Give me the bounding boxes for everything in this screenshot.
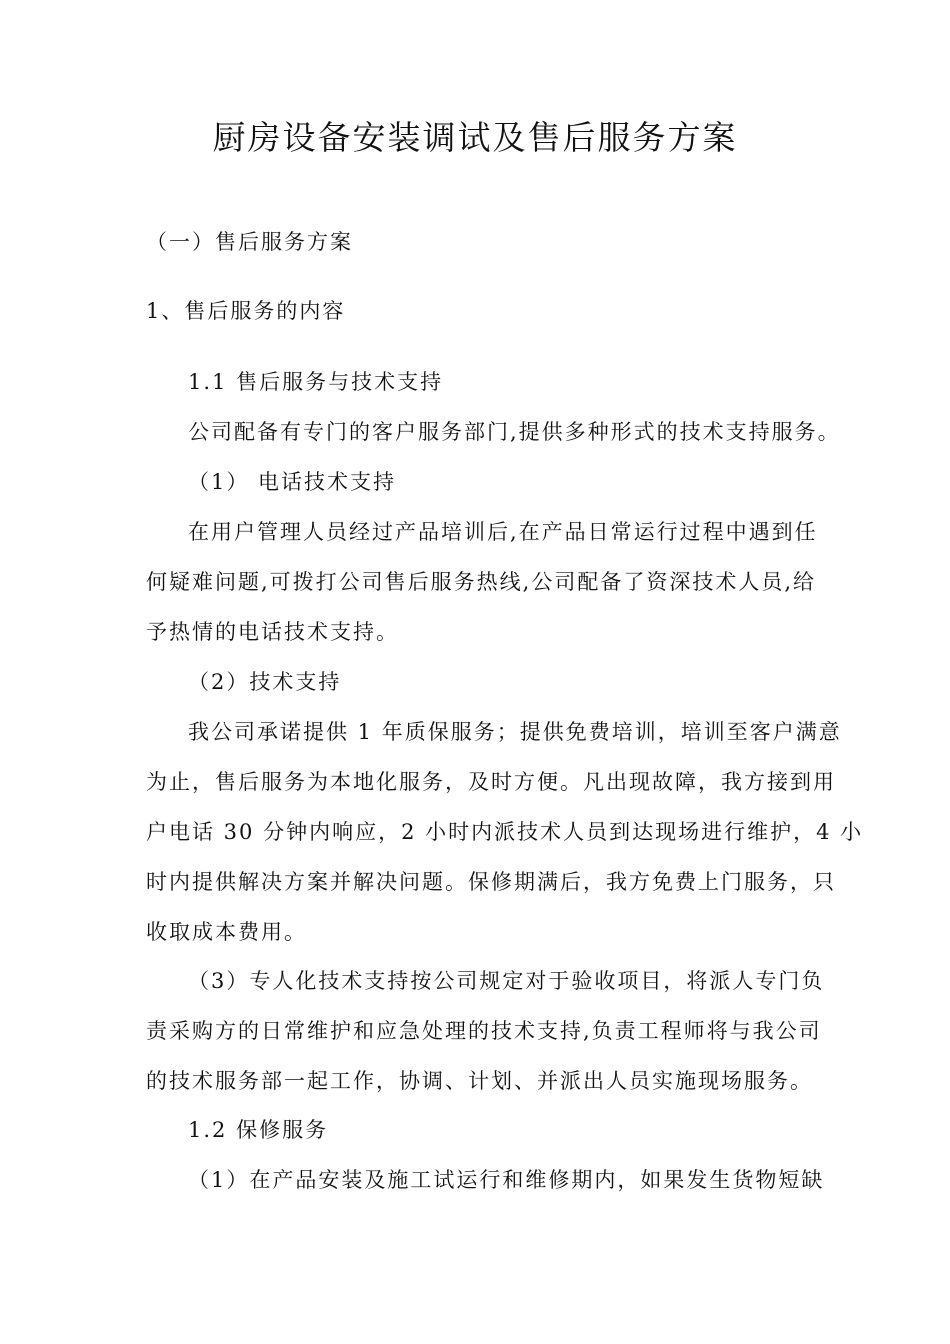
paragraph-line: （1）在产品安装及施工试运行和维修期内，如果发生货物短缺 bbox=[188, 1168, 825, 1192]
paragraph-line: （3）专人化技术支持按公司规定对于验收项目，将派人专门负 bbox=[188, 969, 825, 993]
item-heading-tech-support: （2）技术支持 bbox=[188, 670, 342, 694]
paragraph-line: 予热情的电话技术支持。 bbox=[146, 620, 399, 644]
paragraph-line: 户电话 30 分钟内响应，2 小时内派技术人员到达现场进行维护，4 小 bbox=[146, 820, 864, 844]
document-title: 厨房设备安装调试及售后服务方案 bbox=[212, 118, 738, 157]
paragraph-line: 责采购方的日常维护和应急处理的技术支持,负责工程师将与我公司 bbox=[146, 1019, 822, 1043]
heading-after-sales-content: 1、售后服务的内容 bbox=[146, 299, 346, 323]
item-heading-phone-support: （1） 电话技术支持 bbox=[188, 470, 397, 494]
paragraph-line: 时内提供解决方案并解决问题。保修期满后，我方免费上门服务，只 bbox=[146, 870, 836, 894]
section-heading-after-sales-plan: （一）售后服务方案 bbox=[146, 230, 353, 254]
paragraph-line: 收取成本费用。 bbox=[146, 920, 307, 944]
paragraph-line: 何疑难问题,可拨打公司售后服务热线,公司配备了资深技术人员,给 bbox=[146, 570, 817, 594]
paragraph-line: 的技术服务部一起工作，协调、计划、并派出人员实施现场服务。 bbox=[146, 1069, 813, 1093]
paragraph-line: 为止，售后服务为本地化服务，及时方便。凡出现故障，我方接到用 bbox=[146, 770, 836, 794]
paragraph-line: 公司配备有专门的客户服务部门,提供多种形式的技术支持服务。 bbox=[188, 420, 841, 444]
subheading-1-1: 1.1 售后服务与技术支持 bbox=[188, 370, 444, 394]
paragraph-line: 在用户管理人员经过产品培训后,在产品日常运行过程中遇到任 bbox=[188, 520, 818, 544]
subheading-1-2: 1.2 保修服务 bbox=[188, 1118, 329, 1142]
paragraph-line: 我公司承诺提供 1 年质保服务；提供免费培训，培训至客户满意 bbox=[188, 720, 842, 744]
